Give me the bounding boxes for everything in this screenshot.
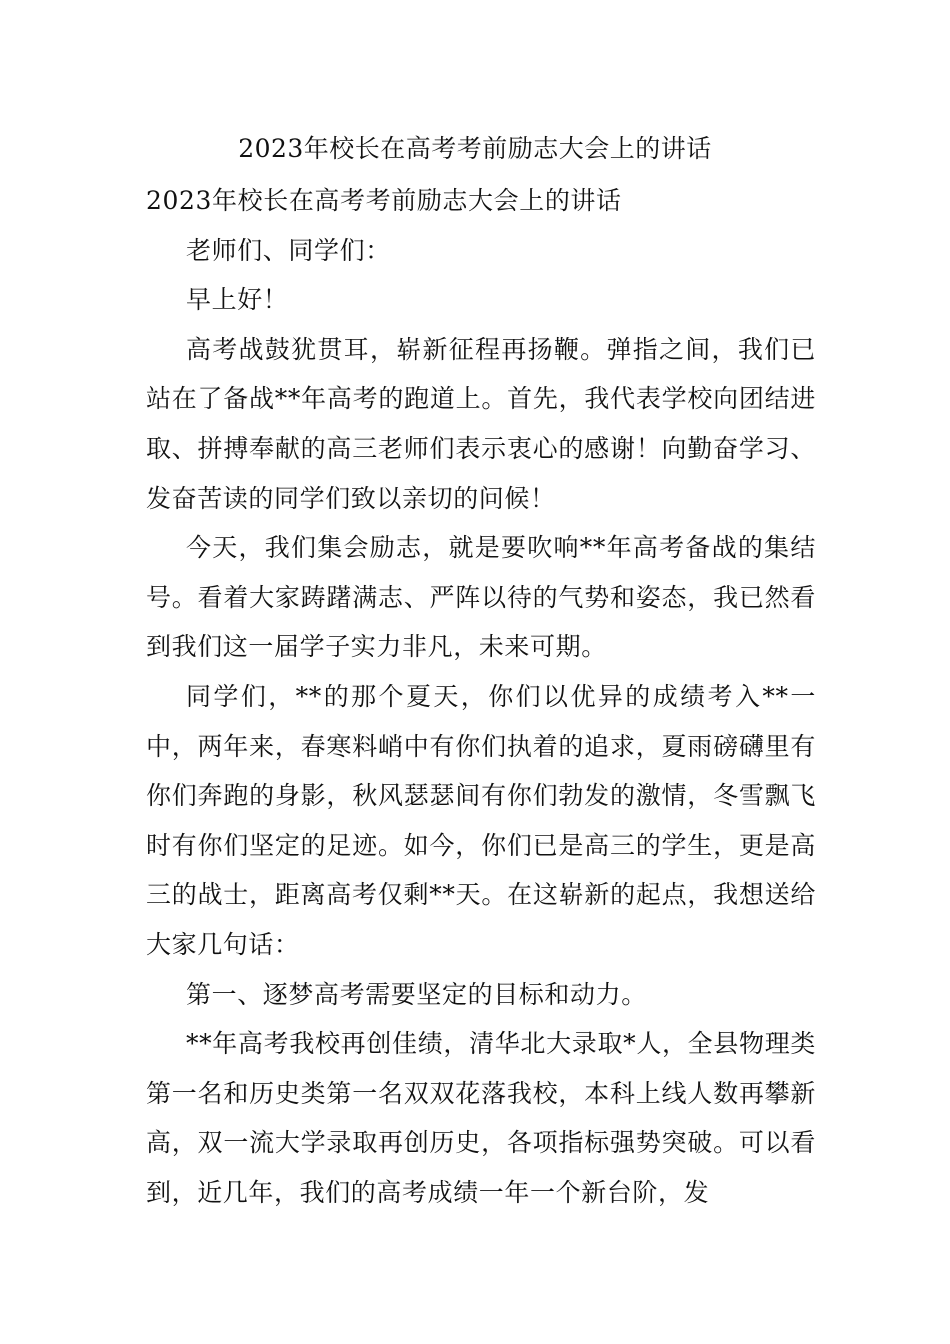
paragraph-intro: 高考战鼓犹贯耳，崭新征程再扬鞭。弹指之间，我们已站在了备战**年高考的跑道上。首先，我代表学校向团结进取、拼搏奉献的高三老师们表示衷心的感谢！向勤奋学习、发奋苦读的同学们致以亲切的问候！ bbox=[146, 334, 816, 513]
salutation: 老师们、同学们： bbox=[186, 235, 391, 265]
greeting: 早上好！ bbox=[186, 285, 289, 315]
paragraph-rally: 今天，我们集会励志，就是要吹响**年高考备战的集结号。看着大家踌躇满志、严阵以待的气势和姿态，我已然看到我们这一届学子实力非凡，未来可期。 bbox=[146, 533, 816, 662]
section-heading-first: 第一、逐梦高考需要坚定的目标和动力。 bbox=[186, 979, 647, 1009]
document-title: 2023年校长在高考考前励志大会上的讲话 bbox=[238, 134, 712, 163]
document-body bbox=[146, 176, 816, 1217]
paragraph-journey: 同学们，**的那个夏天，你们以优异的成绩考入**一中，两年来，春寒料峭中有你们执着的追求，夏雨磅礴里有你们奔跑的身影，秋风瑟瑟间有你们勃发的激情，冬雪飘飞时有你们坚定的足迹。如今，你们已是高三的学生，更是高三的战士，距离高考仅剩**天。在这崭新的起点，我想送给大家几句话： bbox=[146, 681, 816, 959]
document-subtitle: 2023年校长在高考考前励志大会上的讲话 bbox=[146, 186, 622, 215]
paragraph-achievements: **年高考我校再创佳绩，清华北大录取*人，全县物理类第一名和历史类第一名双双花落我校，本科上线人数再攀新高，双一流大学录取再创历史，各项指标强势突破。可以看到，近几年，我们的高考成绩一年一个新台阶，发 bbox=[146, 1029, 816, 1207]
